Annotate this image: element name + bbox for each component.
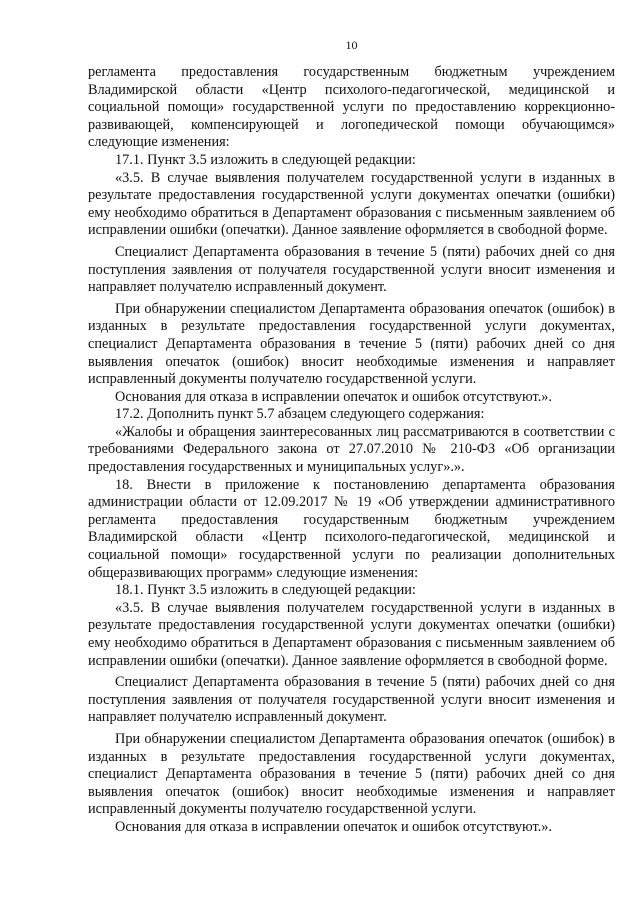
paragraph-3-5-text: «3.5. В случае выявления получателем государственной услуги в изданных в результате предоставления государственной услуги документах опечатки (ошибки) ему необходимо обратиться в Департамент образования с письменным заявлением об исправлении ошибки (опечатки). Данное заявление оформляется в свободной форме. bbox=[88, 169, 615, 239]
paragraph-detection-by-specialist: При обнаружении специалистом Департамента образования опечаток (ошибок) в изданных в результате предоставления государственной услуги документах, специалист Департамента образования в течение 5 (пяти) рабочих дней со дня выявления опечаток (ошибок) вносит необходимые изменения и направляет исправленный документы получателю государственной услуги. bbox=[88, 300, 615, 388]
paragraph-refusal-grounds-repeat: Основания для отказа в исправлении опечаток и ошибок отсутствуют.». bbox=[115, 818, 553, 835]
paragraph-specialist-5-days: Специалист Департамента образования в течение 5 (пяти) рабочих дней со дня поступления заявления от получателя государственной услуги вносит изменения и направляет получателю исправленный документ. bbox=[88, 243, 615, 296]
paragraph-refusal-grounds: Основания для отказа в исправлении опечаток и ошибок отсутствуют.». bbox=[115, 388, 553, 405]
paragraph-detection-by-specialist-repeat: При обнаружении специалистом Департамента образования опечаток (ошибок) в изданных в результате предоставления государственной услуги документах, специалист Департамента образования в течение 5 (пяти) рабочих дней со дня выявления опечаток (ошибок) вносит необходимые изменения и направляет исправленный документы получателю государственной услуги. bbox=[88, 730, 615, 818]
paragraph-specialist-5-days-repeat: Специалист Департамента образования в течение 5 (пяти) рабочих дней со дня поступления заявления от получателя государственной услуги вносит изменения и направляет получателю исправленный документ. bbox=[88, 674, 615, 726]
paragraph-3-5-text-repeat: «3.5. В случае выявления получателем государственной услуги в изданных в результате предоставления государственной услуги документах опечатки (ошибки) ему необходимо обратиться в Департамент образования с письменным заявлением об исправлении ошибки (опечатки). Данное заявление оформляется в свободной форме. bbox=[88, 599, 615, 669]
paragraph-regulation-continuation: регламента предоставления государственным бюджетным учреждением Владимирской области «Центр психолого-педагогической, медицинской и социальной помощи» государственной услуги по предоставлению коррекционно-развивающей, компенсирующей и логопедической помощи обучающимся» следующие изменения: bbox=[88, 64, 615, 151]
paragraph-item-18-1: 18.1. Пункт 3.5 изложить в следующей редакции: bbox=[115, 582, 416, 599]
paragraph-item-17-2: 17.2. Дополнить пункт 5.7 абзацем следующего содержания: bbox=[115, 406, 485, 423]
paragraph-complaints: «Жалобы и обращения заинтересованных лиц рассматриваются в соответствии с требованиями Федерального закона от 27.07.2010 № 210-ФЗ «Об организации предоставления государственных и муниципальных услуг».». bbox=[88, 423, 615, 476]
document-page bbox=[88, 38, 615, 837]
paragraph-item-18: 18. Внести в приложение к постановлению департамента образования администрации области от 12.09.2017 № 19 «Об утверждении административного регламента предоставления государственным бюджетным учреждением Владимирской области «Центр психолого-педагогической, медицинской и социальной помощи» государственной услуги по реализации дополнительных общеразвивающих программ» следующие изменения: bbox=[88, 476, 615, 581]
page-number: 10 bbox=[345, 38, 358, 52]
paragraph-item-17-1: 17.1. Пункт 3.5 изложить в следующей редакции: bbox=[115, 151, 416, 168]
